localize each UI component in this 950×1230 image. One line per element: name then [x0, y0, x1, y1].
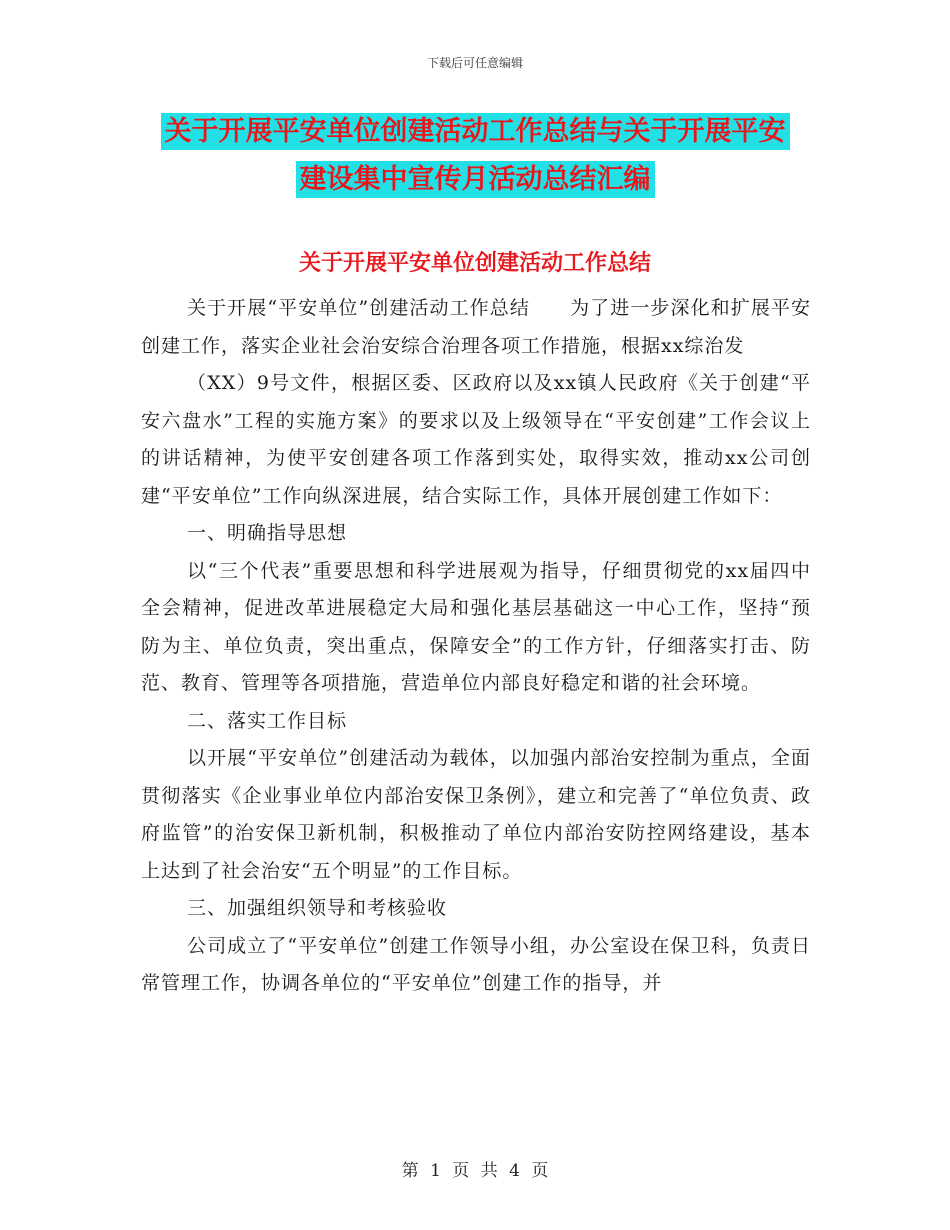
document-body: [141, 290, 811, 1003]
section-heading: 二、落实工作目标: [187, 709, 348, 732]
paragraph: 以“三个代表”重要思想和科学进展观为指导，仔细贯彻党的xx届四中全会精神，促进改革进展稳定大局和强化基层基础这一中心工作，坚持“预防为主、单位负责，突出重点，保障安全”的工作方针，仔细落实打击、防范、教育、管理等各项措施，营造单位内部良好稳定和谐的社会环境。: [141, 559, 811, 694]
document-title-line-1: 关于开展平安单位创建活动工作总结与关于开展平安: [161, 113, 790, 150]
page-number-footer: 第 1 页 共 4 页: [401, 1161, 549, 1181]
header-note: 下载后可任意编辑: [426, 56, 523, 70]
section-heading: 三、加强组织领导和考核验收: [187, 897, 448, 919]
paragraph: （XX）9号文件，根据区委、区政府以及xx镇人民政府《关于创建“平安六盘水”工程的实施方案》的要求以及上级领导在“平安创建”工作会议上的讲话精神，为使平安创建各项工作落到实处，取得实效，推动xx公司创建“平安单位”工作向纵深进展，结合实际工作，具体开展创建工作如下：: [141, 372, 811, 507]
paragraph: 关于开展“平安单位”创建活动工作总结 为了进一步深化和扩展平安创建工作，落实企业社会治安综合治理各项工作措施，根据xx综治发: [141, 297, 811, 357]
document-title-line-2: 建设集中宣传月活动总结汇编: [296, 161, 655, 198]
document-title: [0, 108, 950, 204]
section-title: 关于开展平安单位创建活动工作总结: [298, 251, 651, 276]
section-heading: 一、明确指导思想: [187, 522, 348, 544]
paragraph: 以开展“平安单位”创建活动为载体，以加强内部治安控制为重点，全面贯彻落实《企业事业单位内部治安保卫条例》，建立和完善了“单位负责、政府监管”的治安保卫新机制，积极推动了单位内部治安防控网络建设，基本上达到了社会治安“五个明显”的工作目标。: [141, 747, 811, 882]
paragraph: 公司成立了“平安单位”创建工作领导小组，办公室设在保卫科，负责日常管理工作，协调各单位的“平安单位”创建工作的指导，并: [141, 934, 811, 994]
